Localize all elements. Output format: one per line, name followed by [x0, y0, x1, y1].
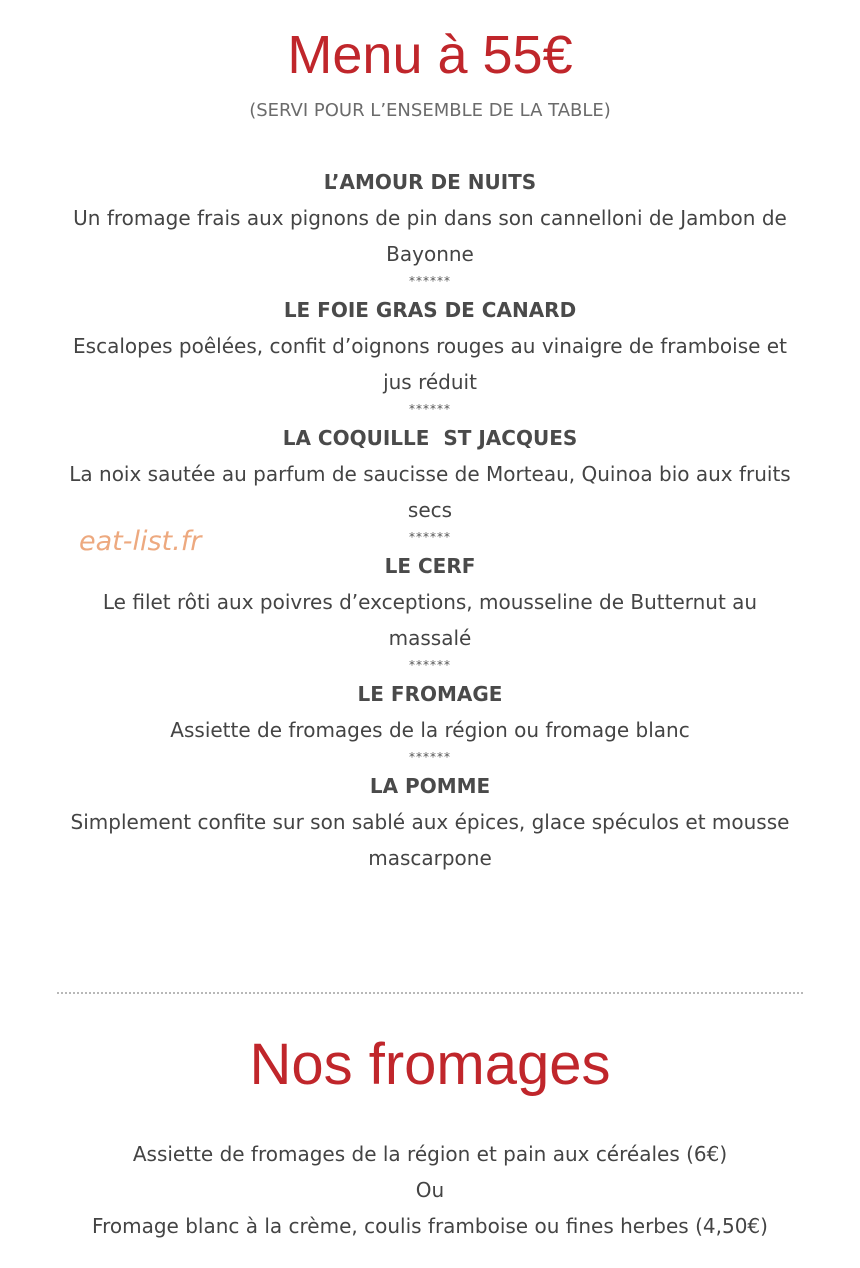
- cheese-section-title: Nos fromages: [249, 1032, 611, 1097]
- course-name: LE FOIE GRAS DE CANARD: [283, 298, 577, 322]
- course-item: [40, 420, 820, 528]
- course-description-line: Assiette de fromages de la région ou fromage blanc: [170, 718, 690, 742]
- section-divider: [57, 992, 803, 994]
- menu-subtitle: (SERVI POUR L’ENSEMBLE DE LA TABLE): [249, 100, 611, 121]
- course-description: [40, 328, 820, 400]
- course-description-line: jus réduit: [383, 370, 477, 394]
- course-description-line: Le filet rôti aux poivres d’exceptions, mousseline de Butternut au: [102, 590, 758, 614]
- watermark: eat-list.fr: [79, 526, 202, 557]
- course-separator: ******: [409, 402, 451, 416]
- cheese-option: Assiette de fromages de la région et pain aux céréales (6€): [132, 1142, 728, 1166]
- course-name: LE FROMAGE: [357, 682, 503, 706]
- course-description: [40, 200, 820, 272]
- course-name: LA COQUILLE ST JACQUES: [282, 426, 578, 450]
- course-description: [40, 584, 820, 656]
- course-description-line: Bayonne: [386, 242, 474, 266]
- menu-title: Menu à 55€: [287, 25, 573, 85]
- cheese-options: [0, 1136, 860, 1244]
- course-list: [40, 164, 820, 876]
- course-description-line: massalé: [388, 626, 472, 650]
- cheese-option: Fromage blanc à la crème, coulis framboise ou fines herbes (4,50€): [92, 1214, 768, 1238]
- course-separator: ******: [409, 750, 451, 764]
- course-item: [40, 548, 820, 656]
- course-description-line: Escalopes poêlées, confit d’oignons rouges au vinaigre de framboise et: [73, 334, 787, 358]
- course-name: LE CERF: [384, 554, 476, 578]
- course-item: [40, 676, 820, 748]
- course-separator: ******: [409, 530, 451, 544]
- course-item: [40, 292, 820, 400]
- course-description-line: Un fromage frais aux pignons de pin dans son cannelloni de Jambon de: [73, 206, 787, 230]
- course-separator: ******: [409, 274, 451, 288]
- course-description-line: La noix sautée au parfum de saucisse de Morteau, Quinoa bio aux fruits: [69, 462, 791, 486]
- course-description: [40, 712, 820, 748]
- course-item: [40, 164, 820, 272]
- course-description: [40, 804, 820, 876]
- course-description-line: secs: [407, 498, 453, 522]
- course-name: L’AMOUR DE NUITS: [323, 170, 537, 194]
- course-name: LA POMME: [369, 774, 491, 798]
- course-item: [40, 768, 820, 876]
- course-separator: ******: [409, 658, 451, 672]
- or-label: Ou: [415, 1178, 445, 1202]
- course-description: [40, 456, 820, 528]
- course-description-line: Simplement confite sur son sablé aux épices, glace spéculos et mousse: [70, 810, 790, 834]
- course-description-line: mascarpone: [368, 846, 492, 870]
